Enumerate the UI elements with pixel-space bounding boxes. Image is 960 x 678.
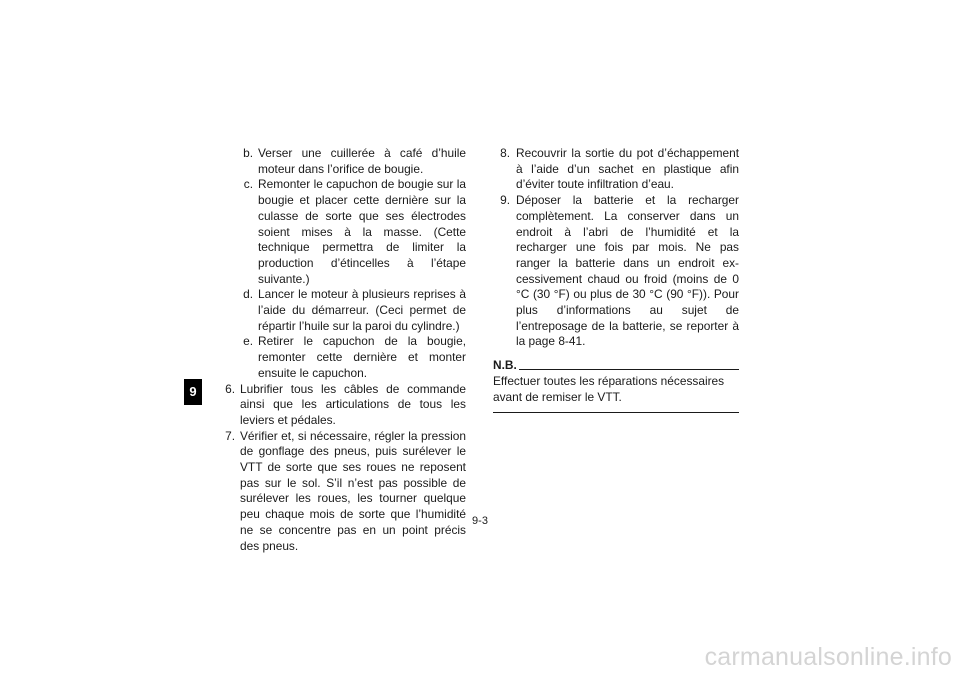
item-number: 7. xyxy=(225,428,235,443)
item-text: Retirer le capuchon de la bougie, remonter cette dernière et monter ensuite le capuchon. xyxy=(258,334,466,380)
item-number: 9. xyxy=(500,193,510,208)
item-text: Verser une cuillerée à café d’huile moteur dans l’orifice de bougie. xyxy=(258,146,466,176)
list-item xyxy=(218,146,466,177)
list-item xyxy=(493,193,739,350)
left-column xyxy=(218,146,466,554)
item-number: 8. xyxy=(500,146,510,160)
watermark: carmanualsonline.info xyxy=(704,643,952,671)
note-heading-row xyxy=(493,358,739,373)
item-number: e. xyxy=(243,334,253,349)
list-item xyxy=(218,287,466,334)
right-column xyxy=(493,146,739,413)
note-text: Effectuer toutes les réparations nécessaires avant de remiser le VTT. xyxy=(493,374,725,404)
item-text: Déposer la batterie et la recharger complètement. La conserver dans un endroit à l’abri de l’humidité et la recharger une fois par mois. Ne pas ranger la batterie dans un endroit excessivement chaud ou froid (moins de 0 °C (30 °F) ou plus de 30 °C (90 °F)). Pour plus d’informations au sujet de l’entreposage de la batterie, se reporter à la page 8-41. xyxy=(516,193,739,349)
list-item xyxy=(218,334,466,381)
item-number: d. xyxy=(243,287,253,302)
item-number: 6. xyxy=(225,381,235,396)
item-number: b. xyxy=(243,146,253,160)
chapter-tab: 9 xyxy=(184,379,202,405)
item-number: c. xyxy=(243,177,253,192)
item-text: Vérifier et, si nécessaire, régler la pression de gonflage des pneus, puis surélever le VTT de sorte que ses roues ne reposent pas sur le sol. S’il n’est pas possible de surélever les roues, les tourner quelque peu chaque mois de sorte que l’humidité ne se concentre pas en un point précis des pneus. xyxy=(240,428,466,553)
note-heading: N.B. xyxy=(493,358,517,373)
note-top-rule xyxy=(519,369,739,370)
item-text: Remonter le capuchon de bougie sur la bougie et placer cette dernière sur la culasse de sorte que ses électrodes soient mises à la masse. (Cette technique permettra de limiter la production d’étincelles à l’étape suivante.) xyxy=(258,177,466,286)
item-text: Lancer le moteur à plusieurs reprises à l’aide du démarreur. (Ceci permet de répartir l’huile sur la paroi du cylindre.) xyxy=(258,287,466,333)
list-item xyxy=(218,177,466,287)
list-item xyxy=(218,382,466,429)
page-number: 9-3 xyxy=(472,515,488,527)
note-box xyxy=(493,358,739,412)
list-item xyxy=(218,429,466,555)
note-bottom-rule xyxy=(493,412,739,413)
list-item xyxy=(493,146,739,193)
item-text: Lubrifier tous les câbles de commande ainsi que les articulations de tous les leviers et pédales. xyxy=(240,381,466,427)
item-text: Recouvrir la sortie du pot d’échappement à l’aide d’un sachet en plastique afin d’éviter toute infiltration d’eau. xyxy=(516,146,739,192)
